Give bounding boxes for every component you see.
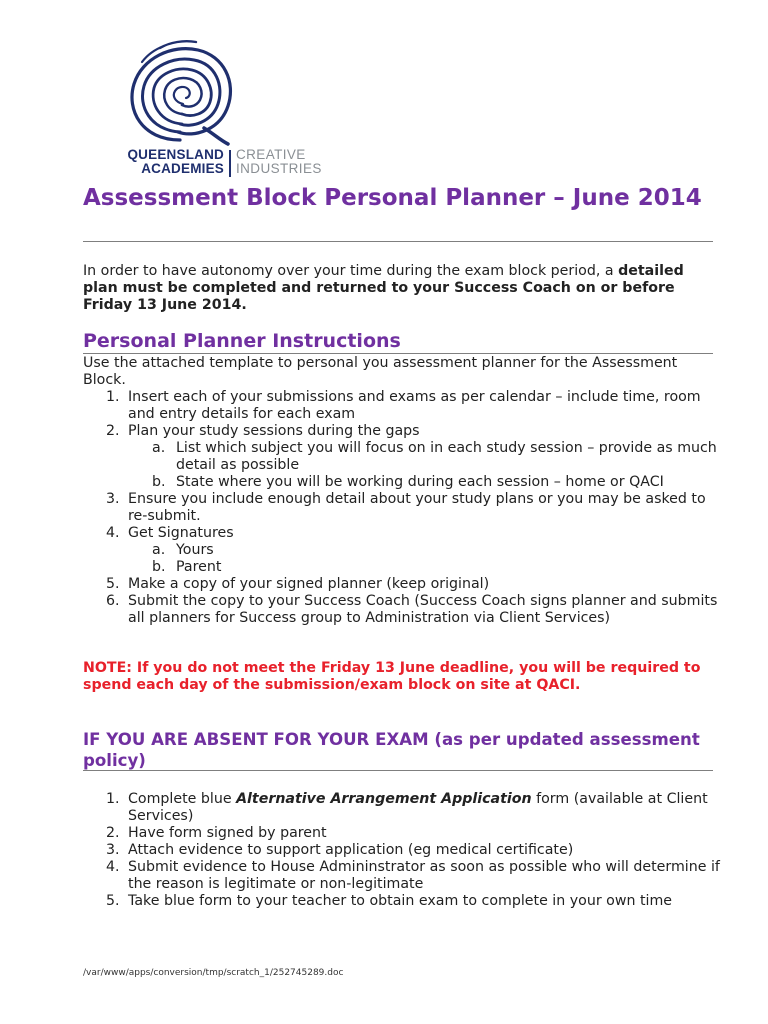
instructions-rule [83, 353, 713, 354]
deadline-note: NOTE: If you do not meet the Friday 13 June deadline, you will be required to spend each day of the submission/exam block on site at QACI. [83, 660, 701, 693]
list-letter: a. [152, 440, 166, 456]
list-letter: b. [152, 474, 166, 490]
intro-bold-text: detailed plan must be completed and returned to your Success Coach on or before Friday 13 June 2014. [83, 263, 684, 313]
list-number: 4. [106, 859, 120, 875]
footer-file-path: /var/www/apps/conversion/tmp/scratch_1/252745289.doc [83, 968, 344, 978]
intro-paragraph [83, 263, 723, 314]
absent-heading: IF YOU ARE ABSENT FOR YOUR EXAM (as per updated assessment policy) [83, 730, 700, 770]
list-number: 5. [106, 576, 120, 592]
list-item [83, 576, 723, 593]
absent-list [83, 791, 723, 910]
list-item-text: Attach evidence to support application (eg medical certificate) [128, 842, 574, 858]
instructions-list [83, 389, 723, 627]
instructions-heading: Personal Planner Instructions [83, 330, 401, 352]
list-letter: a. [152, 542, 166, 558]
school-logo [106, 40, 346, 180]
logo-wordmark-right [236, 148, 322, 176]
list-item-text: State where you will be working during each session – home or QACI [176, 474, 664, 490]
logo-divider [229, 150, 231, 177]
sub-list-item [83, 542, 723, 559]
list-number: 6. [106, 593, 120, 609]
list-item-text: Insert each of your submissions and exams as per calendar – include time, room and entry details for each exam [128, 389, 701, 422]
intro-text: In order to have autonomy over your time during the exam block period, a [83, 263, 614, 279]
list-item [83, 389, 723, 423]
list-item [83, 791, 723, 825]
list-item [83, 859, 723, 893]
list-item-text: Take blue form to your teacher to obtain exam to complete in your own time [128, 893, 672, 909]
list-item-text: List which subject you will focus on in each study session – provide as much detail as possible [176, 440, 717, 473]
instructions-lead: Use the attached template to personal you assessment planner for the Assessment Block. [83, 355, 678, 388]
list-item-text: Make a copy of your signed planner (keep original) [128, 576, 490, 592]
list-item-text: form (available at Client Services) [128, 791, 708, 824]
list-number: 4. [106, 525, 120, 541]
list-item [83, 593, 723, 627]
swirl-logo-icon [120, 40, 240, 148]
page-title: Assessment Block Personal Planner – June 2014 [83, 185, 702, 211]
list-item-text: Yours [176, 542, 214, 558]
list-number: 2. [106, 423, 120, 439]
list-number: 1. [106, 791, 120, 807]
list-number: 1. [106, 389, 120, 405]
sub-list-item [83, 440, 723, 474]
list-item-text: Ensure you include enough detail about your study plans or you may be asked to re-submit. [128, 491, 706, 524]
list-item-text: Parent [176, 559, 222, 575]
sub-list-item [83, 474, 723, 491]
list-item-text: Have form signed by parent [128, 825, 327, 841]
list-item [83, 491, 723, 525]
logo-wordmark-left [106, 148, 224, 176]
list-number: 2. [106, 825, 120, 841]
list-item [83, 893, 723, 910]
form-name-text: Alternative Arrangement Application [236, 791, 532, 807]
list-item-text: Plan your study sessions during the gaps [128, 423, 420, 439]
list-item-text: Get Signatures [128, 525, 234, 541]
list-item-text: Submit evidence to House Admininstrator as soon as possible who will determine if the reason is legitimate or non-legitimate [128, 859, 720, 892]
list-item-text: Complete blue [128, 791, 232, 807]
list-number: 3. [106, 491, 120, 507]
logo-line-industries: INDUSTRIES [236, 161, 322, 176]
absent-rule [83, 770, 713, 771]
logo-line-academies: ACADEMIES [141, 161, 224, 176]
list-item-text: Submit the copy to your Success Coach (Success Coach signs planner and submits all planners for Success group to Administration via Client Services) [128, 593, 718, 626]
list-number: 3. [106, 842, 120, 858]
list-item [83, 423, 723, 440]
title-rule [83, 241, 713, 242]
logo-line-creative: CREATIVE [236, 147, 306, 162]
list-item [83, 825, 723, 842]
list-number: 5. [106, 893, 120, 909]
instructions-section [83, 355, 723, 627]
list-item [83, 525, 723, 542]
list-item [83, 842, 723, 859]
logo-line-queensland: QUEENSLAND [127, 147, 224, 162]
list-letter: b. [152, 559, 166, 575]
sub-list-item [83, 559, 723, 576]
